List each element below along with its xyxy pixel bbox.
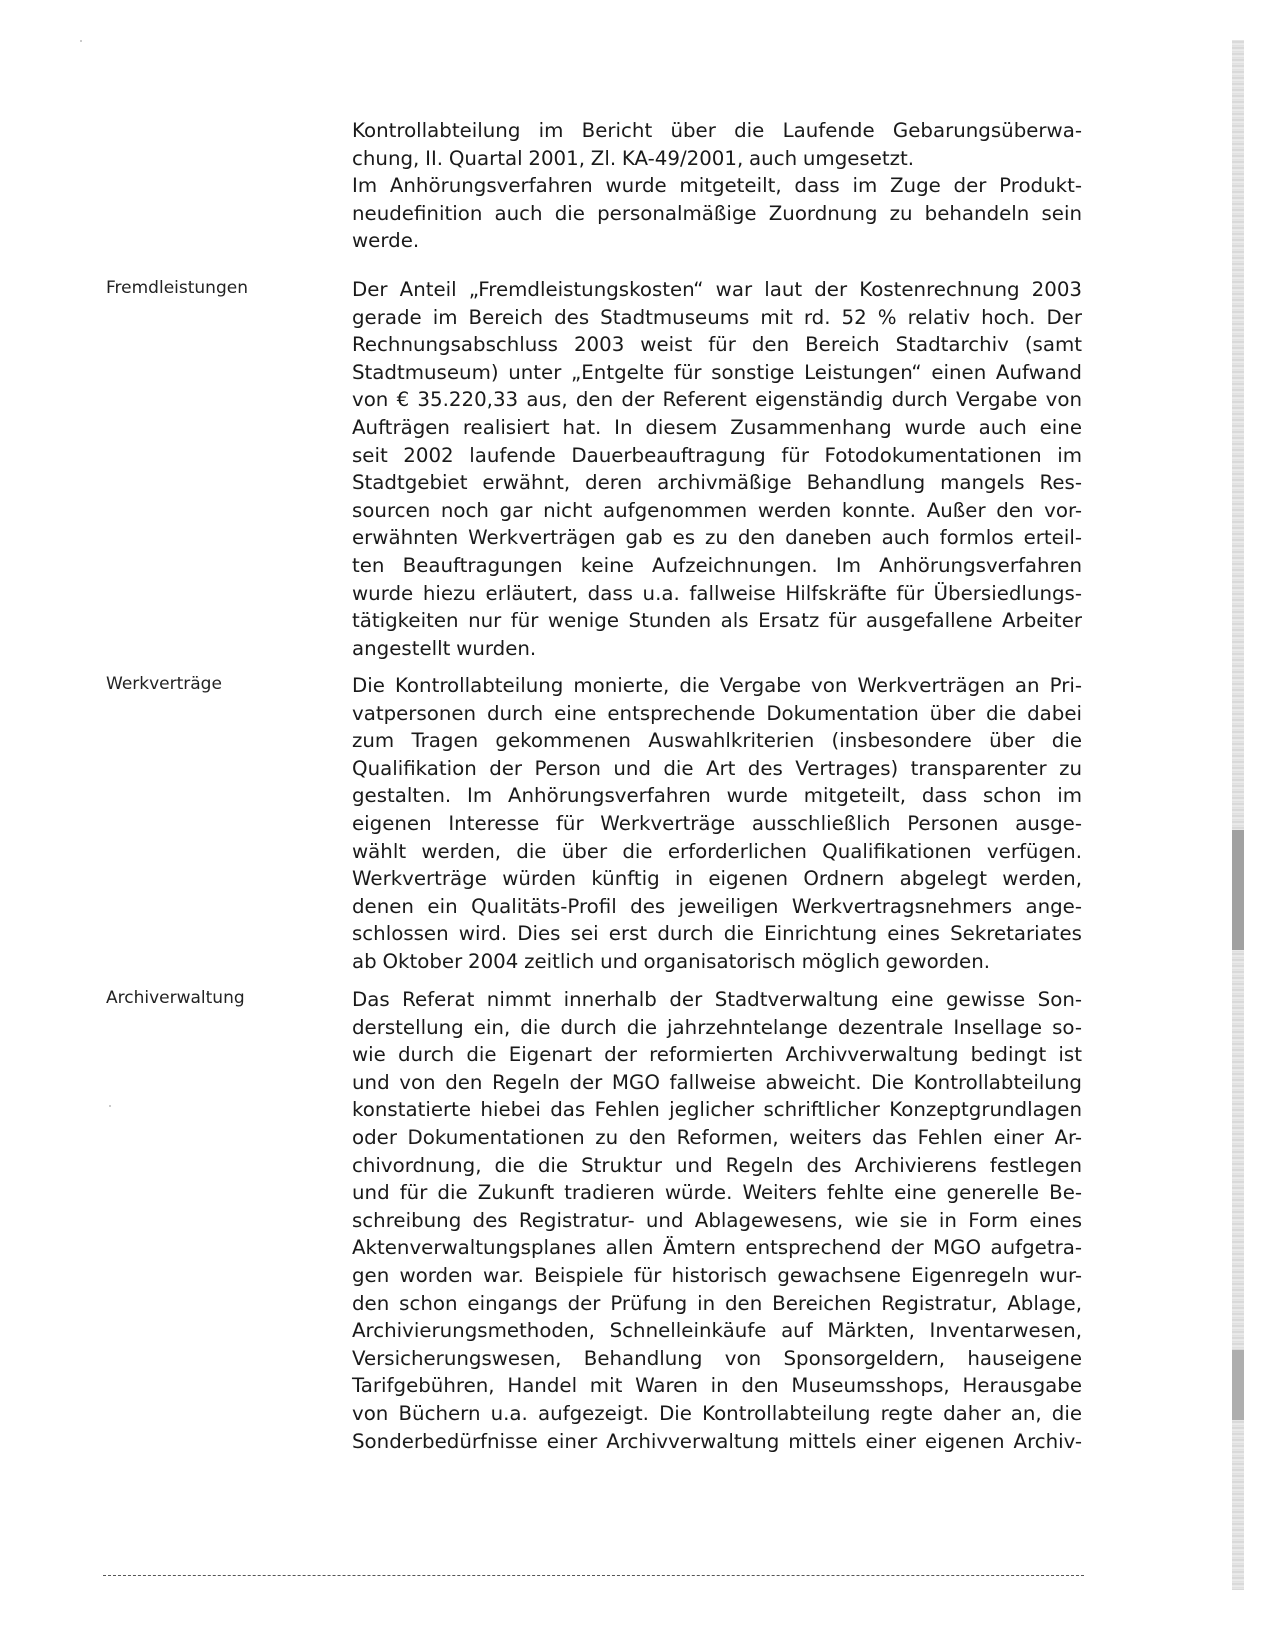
paragraph-line: ten Beauftragungen keine Aufzeichnungen. Im Anhörungsverfahren xyxy=(352,553,1082,577)
paragraph-line: Stadtgebiet erwähnt, deren archivmäßige Behandlung mangels Res- xyxy=(352,471,1082,495)
paragraph-line: Werkverträge würden künftig in eigenen Ordnern abgelegt werden, xyxy=(352,867,1082,891)
intro-line: Kontrollabteilung im Bericht über die Laufende Gebarungsüberwa- xyxy=(352,119,1082,142)
paragraph-line: Das Referat nimmt innerhalb der Stadtverwaltung eine gewisse Son- xyxy=(352,988,1082,1011)
paragraph-line: Sonderbedürfnisse einer Archivverwaltung mittels einer eigenen Archiv- xyxy=(352,1429,1082,1453)
paragraph-line: chivordnung, die die Struktur und Regeln des Archivierens festlegen xyxy=(352,1153,1082,1177)
scan-speck xyxy=(80,40,82,42)
paragraph-line: wurde hiezu erläutert, dass u.a. fallweise Hilfskräfte für Übersiedlungs- xyxy=(352,581,1082,605)
paragraph-werkvertraege xyxy=(352,672,1082,976)
paragraph-line: wie durch die Eigenart der reformierten Archivverwaltung bedingt ist xyxy=(352,1043,1082,1067)
scan-edge-dark-band xyxy=(1232,830,1244,950)
paragraph-line: eigenen Interesse für Werkverträge ausschließlich Personen ausge- xyxy=(352,811,1082,835)
margin-label-archiverwaltung: Archiverwaltung xyxy=(106,988,245,1008)
paragraph-line: von Büchern u.a. aufgezeigt. Die Kontrollabteilung regte daher an, die xyxy=(352,1401,1082,1425)
paragraph-line: erwähnten Werkverträgen gab es zu den daneben auch formlos erteil- xyxy=(352,526,1082,550)
paragraph-line: angestellt wurden. xyxy=(352,636,537,660)
paragraph-line: Rechnungsabschluss 2003 weist für den Bereich Stadtarchiv (samt xyxy=(352,333,1082,357)
paragraph-fremdleistungen xyxy=(352,276,1082,662)
paragraph-line: Versicherungswesen, Behandlung von Sponsorgeldern, hauseigene xyxy=(352,1346,1082,1370)
paragraph-line: tätigkeiten nur für wenige Stunden als Ersatz für ausgefallene Arbeiter xyxy=(352,609,1082,633)
margin-label-fremdleistungen: Fremdleistungen xyxy=(106,278,248,298)
paragraph-line: Aktenverwaltungsplanes allen Ämtern entsprechend der MGO aufgetra- xyxy=(352,1236,1082,1260)
intro-line: Im Anhörungsverfahren wurde mitgeteilt, dass im Zuge der Produkt- xyxy=(352,174,1082,198)
paragraph-line: von € 35.220,33 aus, den der Referent eigenständig durch Vergabe von xyxy=(352,388,1082,412)
paragraph-line: Tarifgebühren, Handel mit Waren in den Museumsshops, Herausgabe xyxy=(352,1374,1082,1398)
intro-paragraph xyxy=(352,117,1082,255)
paragraph-line: wählt werden, die über die erforderlichen Qualifikationen verfügen. xyxy=(352,839,1082,863)
paragraph-line: schlossen wird. Dies sei erst durch die Einrichtung eines Sekretariates xyxy=(352,922,1082,946)
paragraph-line: vatpersonen durch eine entsprechende Dokumentation über die dabei xyxy=(352,701,1082,725)
paragraph-line: und für die Zukunft tradieren würde. Weiters fehlte eine generelle Be- xyxy=(352,1181,1082,1205)
intro-line: werde. xyxy=(352,229,420,253)
paragraph-line: gen worden war. Beispiele für historisch gewachsene Eigenregeln wur- xyxy=(352,1263,1082,1287)
paragraph-line: den schon eingangs der Prüfung in den Bereichen Registratur, Ablage, xyxy=(352,1291,1082,1315)
intro-line: neudefinition auch die personalmäßige Zuordnung zu behandeln sein xyxy=(352,201,1082,225)
paragraph-line: denen ein Qualitäts-Profil des jeweiligen Werkvertragsnehmers ange- xyxy=(352,894,1082,918)
paragraph-line: Archivierungsmethoden, Schnelleinkäufe auf Märkten, Inventarwesen, xyxy=(352,1319,1082,1343)
paragraph-line: schreibung des Registratur- und Ablagewesens, wie sie in Form eines xyxy=(352,1208,1082,1232)
paragraph-line: Stadtmuseum) unter „Entgelte für sonstige Leistungen“ einen Aufwand xyxy=(352,360,1082,384)
scan-speck xyxy=(109,1105,111,1107)
paragraph-line: seit 2002 laufende Dauerbeauftragung für Fotodokumentationen im xyxy=(352,443,1082,467)
margin-label-werkvertraege: Werkverträge xyxy=(106,674,222,694)
intro-line: chung, II. Quartal 2001, Zl. KA-49/2001, auch umgesetzt. xyxy=(352,146,915,170)
paragraph-line: und von den Regeln der MGO fallweise abweicht. Die Kontrollabteilung xyxy=(352,1070,1082,1094)
footer-divider xyxy=(103,1575,1084,1576)
paragraph-line: zum Tragen gekommenen Auswahlkriterien (insbesondere über die xyxy=(352,729,1082,753)
scan-edge-shadow xyxy=(1232,40,1244,1590)
paragraph-line: sourcen noch gar nicht aufgenommen werden konnte. Außer den vor- xyxy=(352,498,1082,522)
paragraph-line: gestalten. Im Anhörungsverfahren wurde mitgeteilt, dass schon im xyxy=(352,784,1082,808)
paragraph-archiverwaltung xyxy=(352,986,1082,1455)
paragraph-line: Der Anteil „Fremdleistungskosten“ war laut der Kostenrechnung 2003 xyxy=(352,278,1082,301)
scan-edge-dark-band xyxy=(1232,1350,1244,1420)
paragraph-line: Die Kontrollabteilung monierte, die Vergabe von Werkverträgen an Pri- xyxy=(352,674,1082,697)
paragraph-line: Qualifikation der Person und die Art des Vertrages) transparenter zu xyxy=(352,756,1082,780)
paragraph-line: ab Oktober 2004 zeitlich und organisatorisch möglich geworden. xyxy=(352,949,991,973)
paragraph-line: oder Dokumentationen zu den Reformen, weiters das Fehlen einer Ar- xyxy=(352,1125,1082,1149)
paragraph-line: Aufträgen realisiert hat. In diesem Zusammenhang wurde auch eine xyxy=(352,415,1082,439)
paragraph-line: gerade im Bereich des Stadtmuseums mit rd. 52 % relativ hoch. Der xyxy=(352,305,1082,329)
paragraph-line: konstatierte hiebei das Fehlen jeglicher schriftlicher Konzeptgrundlagen xyxy=(352,1098,1082,1122)
paragraph-line: derstellung ein, die durch die jahrzehntelange dezentrale Insellage so- xyxy=(352,1015,1082,1039)
